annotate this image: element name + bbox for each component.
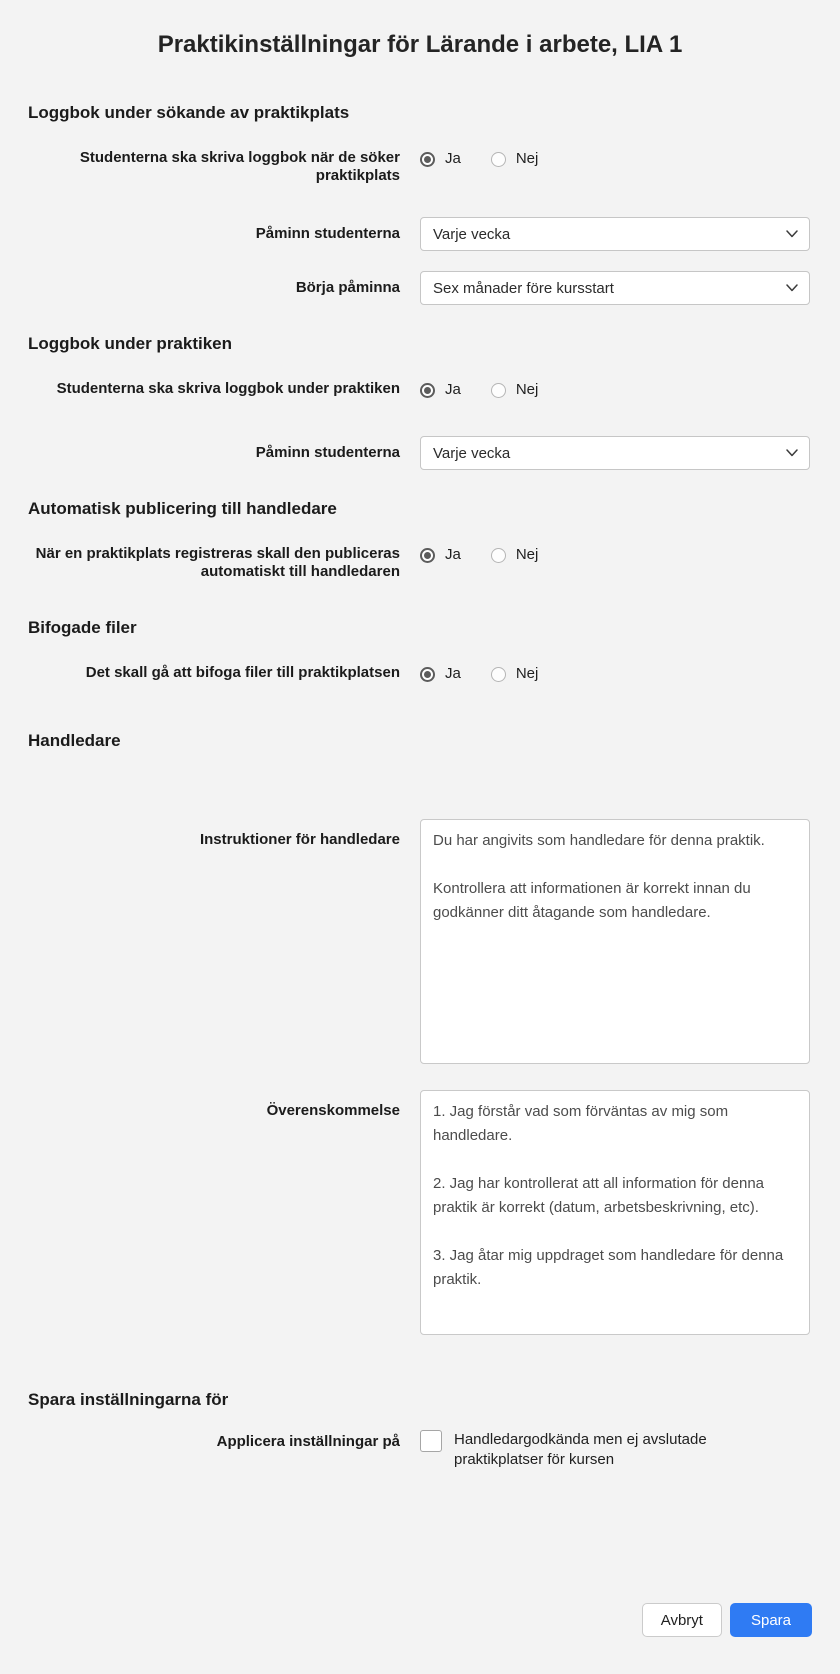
section-heading-loggbok-praktik: Loggbok under praktiken <box>28 334 233 353</box>
remind-students-practice-select[interactable] <box>420 436 810 470</box>
save-button[interactable]: Spara <box>730 1603 812 1637</box>
radio-option-nej[interactable] <box>491 380 539 400</box>
row-agreement <box>28 1090 812 1335</box>
supervisor-instructions-label: Instruktioner för handledare <box>199 831 400 848</box>
write-logbook-practice-radio-group <box>420 380 810 400</box>
section-heading-handledare: Handledare <box>28 731 121 750</box>
radio-unselected-icon[interactable] <box>491 383 506 398</box>
radio-selected-icon[interactable] <box>420 667 435 682</box>
radio-nej-label: Nej <box>515 546 539 563</box>
radio-ja-label: Ja <box>445 665 461 682</box>
agreement-textarea[interactable] <box>420 1090 810 1335</box>
auto-publish-radio-group <box>420 545 810 565</box>
row-remind-students-practice <box>28 436 812 470</box>
write-logbook-search-label: Studenterna ska skriva loggbok när de söker praktikplats <box>79 149 400 184</box>
start-remind-select-wrap <box>420 271 810 305</box>
radio-selected-icon[interactable] <box>420 383 435 398</box>
start-remind-label: Börja påminna <box>295 279 400 296</box>
remind-students-search-select[interactable] <box>420 217 810 251</box>
row-supervisor-instructions <box>28 819 812 1064</box>
agreement-label: Överenskommelse <box>266 1102 400 1119</box>
write-logbook-search-radio-group <box>420 149 810 169</box>
radio-nej-label: Nej <box>515 381 539 398</box>
radio-option-nej[interactable] <box>491 664 539 684</box>
cancel-button[interactable]: Avbryt <box>642 1603 722 1637</box>
apply-settings-label: Applicera inställningar på <box>216 1433 400 1450</box>
radio-option-ja[interactable] <box>420 149 461 169</box>
radio-unselected-icon[interactable] <box>491 152 506 167</box>
row-attach-files <box>28 664 812 684</box>
radio-option-nej[interactable] <box>491 545 539 565</box>
auto-publish-label: När en praktikplats registreras skall den publiceras automatiskt till handledaren <box>35 545 400 580</box>
radio-unselected-icon[interactable] <box>491 667 506 682</box>
section-heading-auto-publicering: Automatisk publicering till handledare <box>28 499 337 518</box>
write-logbook-practice-label: Studenterna ska skriva loggbok under praktiken <box>56 380 400 397</box>
remind-students-search-select-wrap <box>420 217 810 251</box>
radio-option-nej[interactable] <box>491 149 539 169</box>
remind-students-practice-select-wrap <box>420 436 810 470</box>
remind-students-practice-label: Påminn studenterna <box>255 444 400 461</box>
row-apply-settings <box>28 1430 812 1470</box>
attach-files-radio-group <box>420 664 810 684</box>
radio-ja-label: Ja <box>445 546 461 563</box>
radio-option-ja[interactable] <box>420 545 461 565</box>
radio-ja-label: Ja <box>445 381 461 398</box>
radio-unselected-icon[interactable] <box>491 548 506 563</box>
supervisor-instructions-textarea[interactable] <box>420 819 810 1064</box>
radio-selected-icon[interactable] <box>420 548 435 563</box>
row-write-logbook-practice <box>28 380 812 400</box>
radio-option-ja[interactable] <box>420 380 461 400</box>
radio-option-ja[interactable] <box>420 664 461 684</box>
row-start-remind <box>28 271 812 305</box>
page-title: Praktikinställningar för Lärande i arbete, LIA 1 <box>157 31 683 58</box>
section-heading-spara-for: Spara inställningarna för <box>28 1390 229 1409</box>
section-heading-loggbok-sokande: Loggbok under sökande av praktikplats <box>28 103 350 122</box>
row-auto-publish <box>28 545 812 581</box>
row-write-logbook-search <box>28 149 812 185</box>
radio-selected-icon[interactable] <box>420 152 435 167</box>
start-remind-select[interactable] <box>420 271 810 305</box>
apply-settings-control <box>420 1430 810 1470</box>
radio-ja-label: Ja <box>445 150 461 167</box>
apply-settings-checkbox[interactable] <box>420 1430 442 1452</box>
apply-settings-checkbox-label[interactable]: Handledargodkända men ej avslutade praktikplatser för kursen <box>454 1431 707 1468</box>
remind-students-search-label: Påminn studenterna <box>255 225 400 242</box>
form-footer <box>28 1603 812 1637</box>
row-remind-students-search <box>28 217 812 251</box>
radio-nej-label: Nej <box>515 665 539 682</box>
section-heading-bifogade-filer: Bifogade filer <box>28 618 137 637</box>
attach-files-label: Det skall gå att bifoga filer till praktikplatsen <box>85 664 400 681</box>
radio-nej-label: Nej <box>515 150 539 167</box>
